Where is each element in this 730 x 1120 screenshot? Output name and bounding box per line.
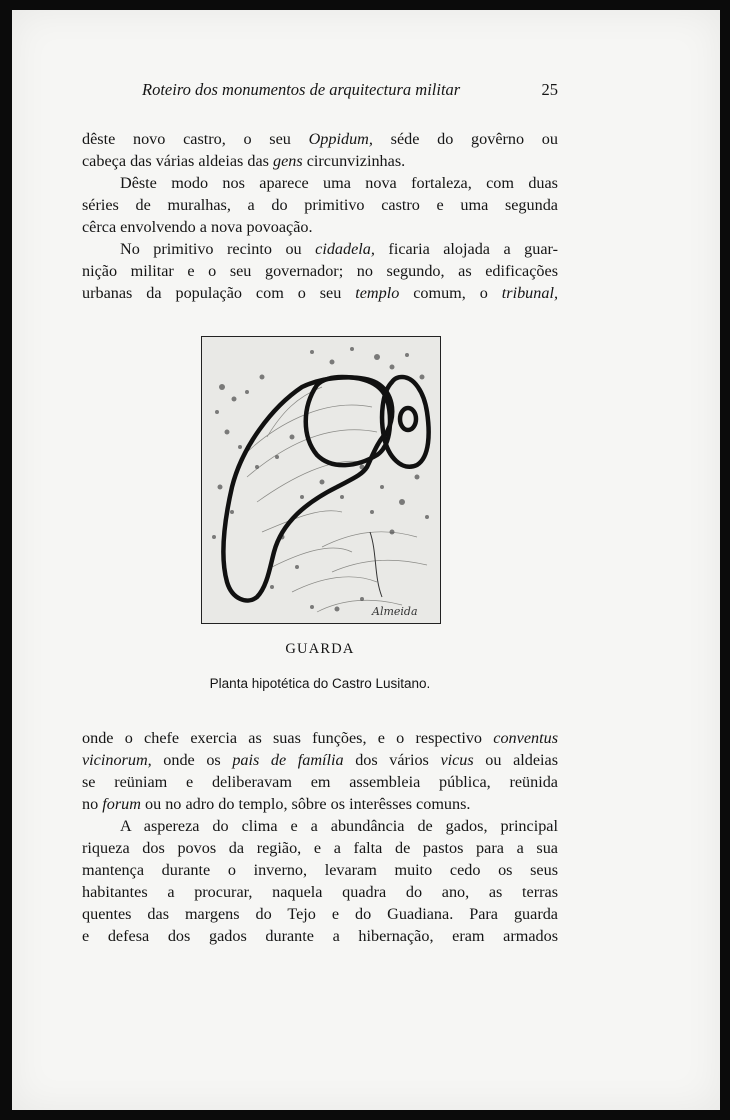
paragraph-2 [82, 172, 558, 238]
text-line: cêrca envolvendo a nova povoação. [82, 218, 313, 236]
paragraph-5 [82, 815, 558, 947]
text-line: riqueza dos povos da região, e a falta de pastos para a sua [82, 839, 558, 857]
illustrator-signature: Almeida [372, 605, 418, 618]
text-line: habitantes a procurar, naquela quadra do ano, as terras [82, 883, 558, 901]
text-line: A aspereza do clima e a abundância de gados, principal [120, 817, 558, 835]
text-line: Dêste modo nos aparece uma nova fortaleza, com duas [120, 174, 558, 192]
text-line: quentes das margens do Tejo e do Guadiana. Para guarda [82, 905, 558, 923]
figure-caption: Planta hipotética do Castro Lusitano. [209, 676, 431, 691]
page-number: 25 [541, 80, 558, 99]
text-line: vicinorum, onde os pais de família dos vários vicus ou aldeias [82, 751, 559, 769]
text-line: onde o chefe exercia as suas funções, e o respectivo conventus [82, 729, 558, 747]
text-line: e defesa dos gados durante a hibernação, eram armados [82, 927, 558, 945]
paragraph-1 [82, 128, 558, 172]
figure-title: GUARDA [285, 641, 355, 657]
paragraph-3 [82, 238, 558, 304]
running-title: Roteiro dos monumentos de arquitectura militar [142, 80, 461, 99]
text-line: no forum ou no adro do templo, sôbre os interêsses comuns. [82, 795, 471, 813]
text-line: nição militar e o seu governador; no segundo, as edificações [82, 262, 558, 280]
text-line: dêste novo castro, o seu Oppidum, séde do govêrno ou [82, 130, 558, 148]
text-line: urbanas da população com o seu templo comum, o tribunal, [82, 284, 558, 302]
book-page [12, 10, 720, 1110]
text-line: cabeça das várias aldeias das gens circunvizinhas. [82, 152, 406, 170]
text-line: mantença durante o inverno, levaram muito cedo os seus [82, 861, 558, 879]
castro-plan-figure [201, 336, 441, 624]
text-line: séries de muralhas, a do primitivo castro e uma segunda [82, 196, 558, 214]
text-line: se reüniam e deliberavam em assembleia pública, reünida [82, 773, 558, 791]
text-line: No primitivo recinto ou cidadela, ficaria alojada a guar- [120, 240, 558, 258]
paragraph-4 [82, 727, 558, 815]
castro-plan-map [202, 337, 440, 623]
